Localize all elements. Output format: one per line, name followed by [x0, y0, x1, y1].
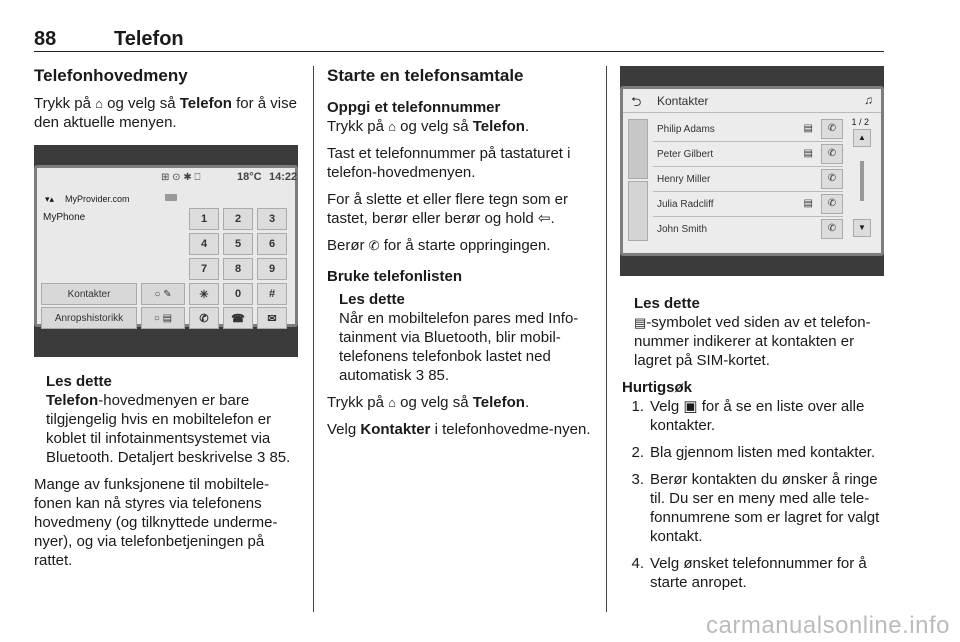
signal-icon: ▾▴	[45, 194, 55, 204]
note-title: Les dette	[46, 373, 112, 390]
page-header	[34, 28, 884, 52]
clock: 14:22	[269, 171, 298, 183]
battery-icon	[165, 194, 177, 201]
note-box	[327, 290, 597, 385]
key-0[interactable]: 0	[223, 283, 253, 305]
mute-mic-icon[interactable]: ○ ✎	[141, 283, 185, 305]
column-2	[327, 66, 597, 439]
call-icon: ✆	[821, 219, 843, 239]
call-icon[interactable]: ✆	[189, 307, 219, 329]
paragraph: Tast et telefonnummer på tastaturet i telefon-hovedmenyen.	[327, 145, 571, 181]
key-hash[interactable]: #	[257, 283, 287, 305]
status-bar: ⊞ ⊙ ✱ ⎕ 18°C 14:22	[161, 171, 298, 183]
list-item[interactable]: Philip Adams ▤ ✆	[653, 117, 843, 142]
section-heading: Telefonhovedmeny	[34, 66, 188, 85]
column-divider	[313, 66, 314, 612]
scroll-up-button[interactable]: ▲	[853, 129, 871, 147]
provider-label: MyProvider.com	[65, 194, 130, 204]
key-4[interactable]: 4	[189, 233, 219, 255]
sim-icon: ▤	[803, 148, 813, 159]
paragraph: For å slette et eller flere tegn som er tastet, berør eller berør og hold ⇦.	[327, 191, 568, 227]
list-item: 1. Velg ▣ for å se en liste over alle kontakter.	[631, 398, 865, 434]
sub-heading: Oppgi et telefonnummer	[327, 99, 501, 116]
page-number: 88	[34, 28, 57, 50]
scroll-down-button[interactable]: ▼	[853, 219, 871, 237]
voicemail-icon[interactable]: ✉	[257, 307, 287, 329]
scrollbar[interactable]	[860, 161, 864, 201]
key-7[interactable]: 7	[189, 258, 219, 280]
note-text: ▤-symbolet ved siden av et telefon-nummer indikerer at kontakten er lagret på SIM-kortet.	[634, 314, 871, 369]
contacts-list-screenshot	[620, 66, 884, 276]
key-3[interactable]: 3	[257, 208, 287, 230]
column-divider	[606, 66, 607, 612]
key-star[interactable]: ✳	[189, 283, 219, 305]
phone-name: MyPhone	[43, 212, 86, 223]
handsfree-icon[interactable]: ○ ▤	[141, 307, 185, 329]
page-indicator: 1 / 2	[851, 117, 869, 127]
hangup-icon[interactable]: ☎	[223, 307, 253, 329]
paragraph: Velg Kontakter i telefonhovedme-nyen.	[327, 421, 591, 438]
contacts-button[interactable]: Kontakter	[41, 283, 137, 305]
section-heading: Starte en telefonsamtale	[327, 66, 524, 85]
paragraph: Trykk på ⌂ og velg så Telefon.	[327, 394, 530, 411]
call-icon: ✆	[821, 194, 843, 214]
call-history-button[interactable]: Anropshistorikk	[41, 307, 137, 329]
paragraph: Trykk på ⌂ og velg så Telefon.	[327, 118, 530, 135]
phone-main-menu-screenshot	[34, 145, 298, 357]
note-text: Når en mobiltelefon pares med Info-tainment via Bluetooth, blir mobil-telefonens telefonbok lastet ned automatisk 3 85.	[339, 310, 579, 384]
home-icon: ⌂	[388, 395, 396, 410]
column-3	[622, 294, 887, 592]
temperature: 18°C	[237, 171, 262, 183]
column-1	[34, 66, 299, 132]
intro-paragraph: Trykk på ⌂ og velg så Telefon for å vise den aktuelle menyen.	[34, 95, 297, 131]
key-6[interactable]: 6	[257, 233, 287, 255]
key-5[interactable]: 5	[223, 233, 253, 255]
key-9[interactable]: 9	[257, 258, 287, 280]
note-title: Les dette	[339, 291, 405, 308]
home-icon: ⌂	[95, 96, 103, 111]
list-item[interactable]: Peter Gilbert ▤ ✆	[653, 142, 843, 167]
contacts-title: Kontakter	[657, 94, 709, 108]
list-item: 3. Berør kontakten du ønsker å ringe til. Du ser en meny med alle tele-fonnumrene som er lagret for valgt kontakt.	[631, 471, 880, 545]
phone-icon: ✆	[368, 238, 380, 253]
list-item[interactable]: Julia Radcliff ▤ ✆	[653, 192, 843, 217]
key-1[interactable]: 1	[189, 208, 219, 230]
list-item: 4. Velg ønsket telefonnummer for å starte anropet.	[631, 555, 867, 591]
sub-heading: Hurtigsøk	[622, 379, 693, 396]
steps-list	[622, 397, 887, 592]
contacts-tab-icon[interactable]	[628, 119, 648, 179]
home-icon: ⌂	[388, 119, 396, 134]
paragraph: Berør ✆ for å starte oppringingen.	[327, 237, 551, 254]
contacts-title-bar	[623, 89, 881, 113]
call-icon: ✆	[821, 144, 843, 164]
note-title: Les dette	[634, 295, 700, 312]
call-icon: ✆	[821, 169, 843, 189]
list-item[interactable]: John Smith ✆	[653, 217, 843, 242]
sub-heading: Bruke telefonlisten	[327, 268, 463, 285]
column-1-lower	[34, 372, 299, 570]
sim-icon: ▤	[803, 198, 813, 209]
note-box	[622, 294, 887, 370]
key-8[interactable]: 8	[223, 258, 253, 280]
back-icon[interactable]: ⮌	[631, 94, 642, 109]
watermark: carmanualsonline.info	[706, 612, 950, 639]
note-box	[34, 372, 299, 467]
note-text: Telefon-hovedmenyen er bare tilgjengelig hvis en mobiltelefon er koblet til infotainmentsystemet via Bluetooth. Detaljert beskrivelse 3 85.	[46, 392, 291, 466]
paragraph: Mange av funksjonene til mobiltele-fonen kan nå styres via telefonens hovedmeny (og tilknyttede underme-nyer), og via telefonbetjeningen på rattet.	[34, 476, 278, 569]
sim-icon: ▤	[803, 123, 813, 134]
search-tab-icon[interactable]	[628, 181, 648, 241]
music-icon[interactable]: ♫	[864, 93, 873, 107]
list-item[interactable]: Henry Miller ✆	[653, 167, 843, 192]
key-2[interactable]: 2	[223, 208, 253, 230]
sim-card-icon: ▤	[634, 315, 647, 330]
chapter-title: Telefon	[114, 28, 184, 50]
list-item: 2. Bla gjennom listen med kontakter.	[631, 444, 876, 461]
call-icon: ✆	[821, 119, 843, 139]
